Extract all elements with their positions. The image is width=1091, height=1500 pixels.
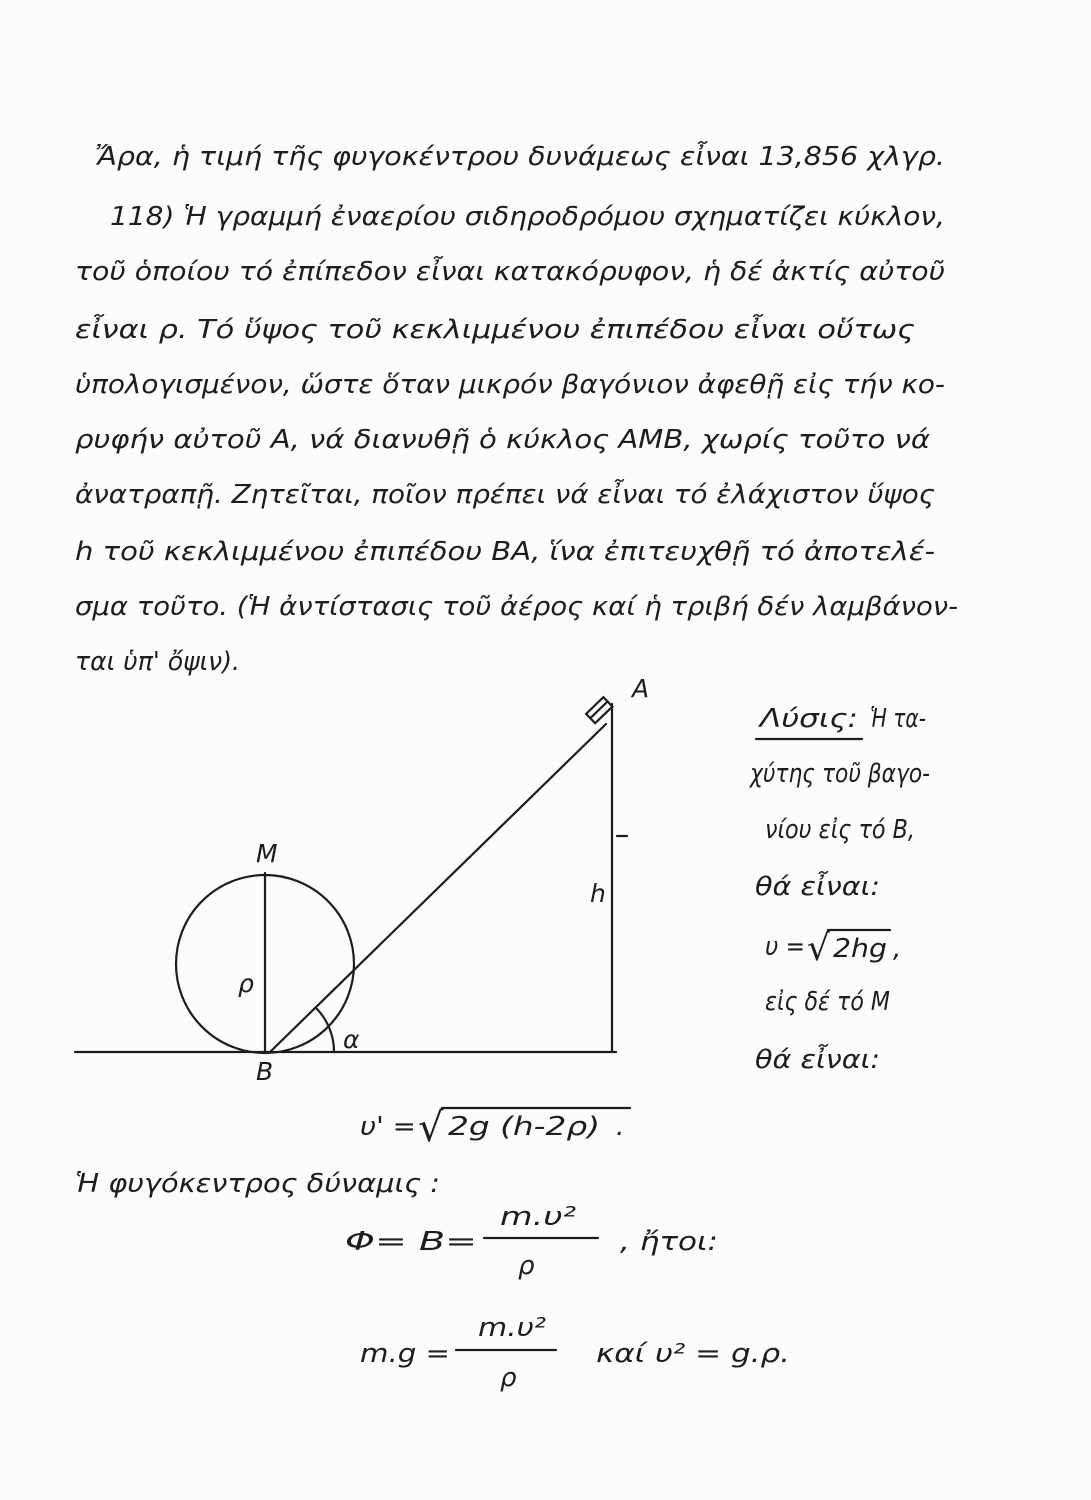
fraction-denominator: ρ xyxy=(500,1363,517,1393)
label-height: h xyxy=(590,879,606,908)
text-line: εἰς δέ τό Μ xyxy=(765,987,890,1017)
text-line: θά εἶναι: xyxy=(755,1045,869,1075)
text-line: 118) Ἡ γραμμή ἐναερίου σιδηροδρόμου σχηματίζει κύκλον, xyxy=(110,202,945,232)
equation-lhs: υ = xyxy=(765,932,805,962)
radicand: 2g (h-2ρ) xyxy=(448,1112,600,1142)
text-line: εἶναι ρ. Τό ὕψος τοῦ κεκλιμμένου ἐπιπέδου εἶναι οὕτως xyxy=(75,315,795,345)
equation-tail: , ἤτοι: xyxy=(620,1227,718,1257)
text-line: ται ὑπ' ὄψιν). xyxy=(75,647,240,677)
text-line: θά εἶναι: xyxy=(755,872,869,902)
label-bottom: Β xyxy=(256,1057,274,1086)
equation-tail: . xyxy=(616,1112,625,1142)
centrifugal-label: Ἡ φυγόκεντρος δύναμις : xyxy=(75,1169,440,1199)
label-apex: Α xyxy=(632,674,650,703)
text-line: σμα τοῦτο. (Ἡ ἀντίστασις τοῦ ἀέρος καί ἡ τριβή δέν λαμβάνον- xyxy=(75,592,958,622)
equation-lhs: υ' = xyxy=(360,1112,416,1142)
text-line: h τοῦ κεκλιμμένου ἐπιπέδου ΒΑ, ἵνα ἐπιτευχθῇ τό ἀποτελέ- xyxy=(75,537,935,567)
text-line: νίου εἰς τό Β, xyxy=(765,815,915,845)
text-line: ἀνατραπῇ. Ζητεῖται, ποῖον πρέπει νά εἶναι τό ἐλάχιστον ὕψος xyxy=(75,480,881,510)
text-line: τοῦ ὁποίου τό ἐπίπεδον εἶναι κατακόρυφον, ἡ δέ ἀκτίς αὐτοῦ xyxy=(75,257,874,287)
text-line: Ἡ τα- xyxy=(870,704,926,734)
fraction-numerator: m.υ² xyxy=(478,1313,546,1343)
label-radius: ρ xyxy=(238,969,254,998)
equation-lhs: m.g = xyxy=(360,1339,450,1369)
radical-sign: √ xyxy=(418,1105,444,1151)
radicand: 2hg xyxy=(833,934,887,964)
text-line: χύτης τοῦ βαγο- xyxy=(748,759,930,789)
text-line: ὑπολογισμένον, ὥστε ὅταν μικρόν βαγόνιον ἀφεθῇ εἰς τήν κο- xyxy=(75,370,945,400)
solution-heading: Λύσις: xyxy=(757,704,858,734)
equation-tail: , xyxy=(893,934,902,964)
label-angle: α xyxy=(343,1025,360,1054)
text-line: Ἄρα, ἡ τιμή τῆς φυγοκέντρου δυνάμεως εἶναι 13,856 χλγρ. xyxy=(95,142,871,172)
text-line: ρυφήν αὐτοῦ Α, νά διανυθῇ ὁ κύκλος ΑΜΒ, χωρίς τοῦτο νά xyxy=(75,425,930,455)
equation-lhs: Φ= Β= xyxy=(345,1227,477,1257)
fraction-numerator: m.υ² xyxy=(500,1202,576,1232)
fraction-denominator: ρ xyxy=(518,1251,535,1281)
equation-tail: καί υ² = g.ρ. xyxy=(596,1339,790,1369)
label-top: Μ xyxy=(256,839,278,868)
radical-sign: √ xyxy=(807,928,830,969)
